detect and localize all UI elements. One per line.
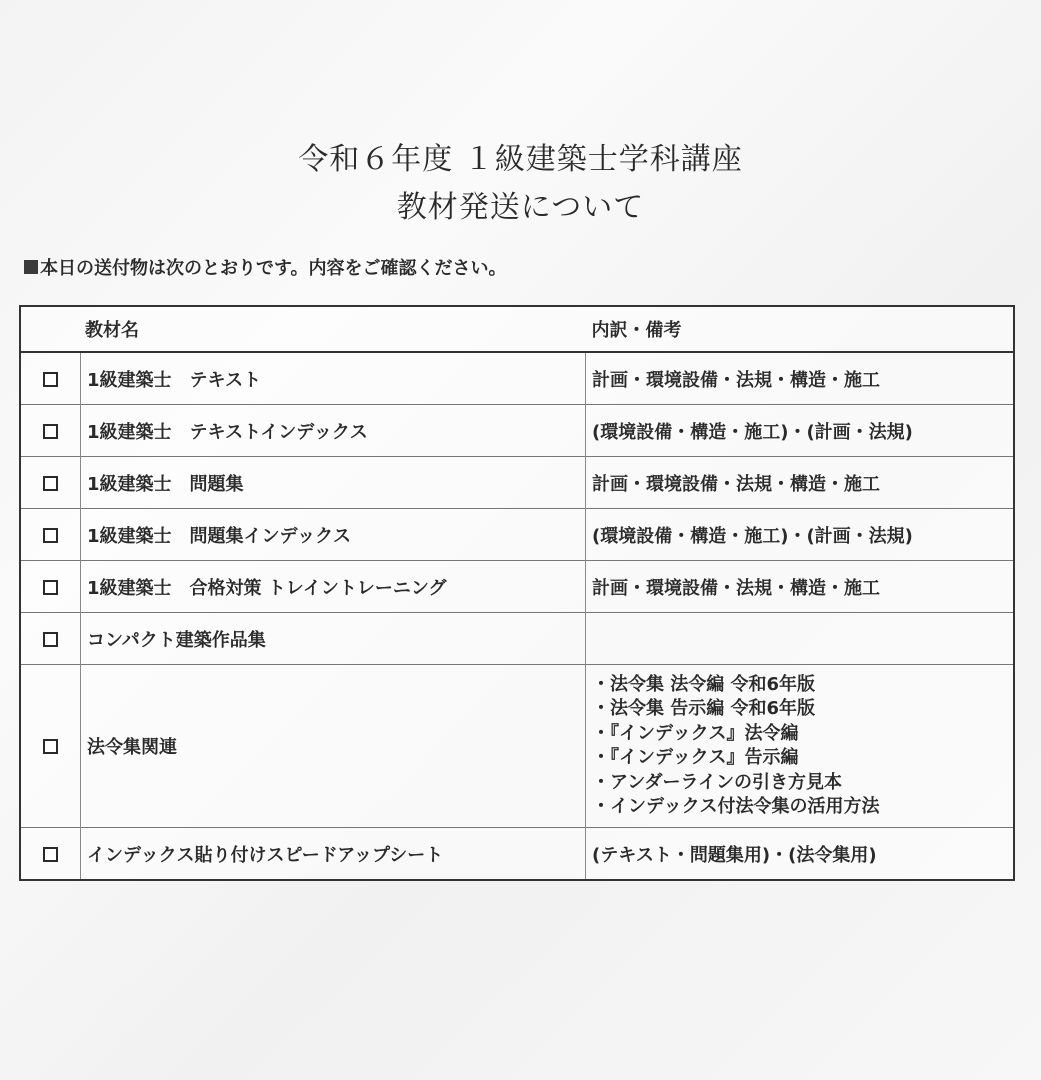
item-name: 1級建築士 テキストインデックス <box>81 405 586 457</box>
item-checkbox[interactable] <box>43 424 58 439</box>
intro-label: 本日の送付物は次のとおりです。内容をご確認ください。 <box>40 258 507 279</box>
column-header-note: 内訳・備考 <box>586 306 1015 352</box>
item-note: (テキスト・問題集用)・(法令集用) <box>586 828 1015 881</box>
intro-text <box>24 254 507 280</box>
item-note: (環境設備・構造・施工)・(計画・法規) <box>586 509 1015 561</box>
note-list-item: ・法令集 法令編 令和6年版 <box>592 673 816 695</box>
item-name: 1級建築士 テキスト <box>81 352 586 405</box>
table-row <box>20 561 1014 613</box>
item-name: コンパクト建築作品集 <box>81 613 586 665</box>
item-checkbox[interactable] <box>43 372 58 387</box>
black-square-icon <box>24 260 38 274</box>
item-checkbox[interactable] <box>43 580 58 595</box>
item-checkbox[interactable] <box>43 739 58 754</box>
item-note-list <box>586 665 1015 828</box>
note-list-item: ・法令集 告示編 令和6年版 <box>592 698 816 719</box>
item-name: インデックス貼り付けスピードアップシート <box>81 828 586 881</box>
table-row <box>20 352 1014 405</box>
item-checkbox[interactable] <box>43 528 58 543</box>
table-row <box>20 665 1014 828</box>
item-note: 計画・環境設備・法規・構造・施工 <box>586 352 1015 405</box>
item-name: 1級建築士 問題集 <box>81 457 586 509</box>
table-header-row <box>20 306 1014 352</box>
item-name: 法令集関連 <box>81 665 586 828</box>
column-header-name: 教材名 <box>20 306 586 352</box>
table-row <box>20 828 1014 881</box>
table-row <box>20 509 1014 561</box>
item-note <box>586 613 1015 665</box>
table-row <box>20 405 1014 457</box>
item-note: (環境設備・構造・施工)・(計画・法規) <box>586 405 1015 457</box>
table-row <box>20 457 1014 509</box>
note-list-item: ・アンダーラインの引き方見本 <box>592 771 843 793</box>
note-list-item: ・『インデックス』法令編 <box>592 722 799 744</box>
materials-table <box>19 305 1015 881</box>
item-checkbox[interactable] <box>43 847 58 862</box>
table-row <box>20 613 1014 665</box>
item-name: 1級建築士 合格対策 トレイントレーニング <box>81 561 586 613</box>
item-name: 1級建築士 問題集インデックス <box>81 509 586 561</box>
document-subtitle: 教材発送について <box>396 190 645 225</box>
item-checkbox[interactable] <box>43 476 58 491</box>
note-list-item: ・インデックス付法令集の活用方法 <box>592 796 880 817</box>
item-note: 計画・環境設備・法規・構造・施工 <box>586 561 1015 613</box>
item-checkbox[interactable] <box>43 632 58 647</box>
item-note: 計画・環境設備・法規・構造・施工 <box>586 457 1015 509</box>
document-title: 令和６年度 １級建築士学科講座 <box>298 142 743 177</box>
title-block <box>0 140 1041 228</box>
note-list-item: ・『インデックス』告示編 <box>592 747 799 768</box>
